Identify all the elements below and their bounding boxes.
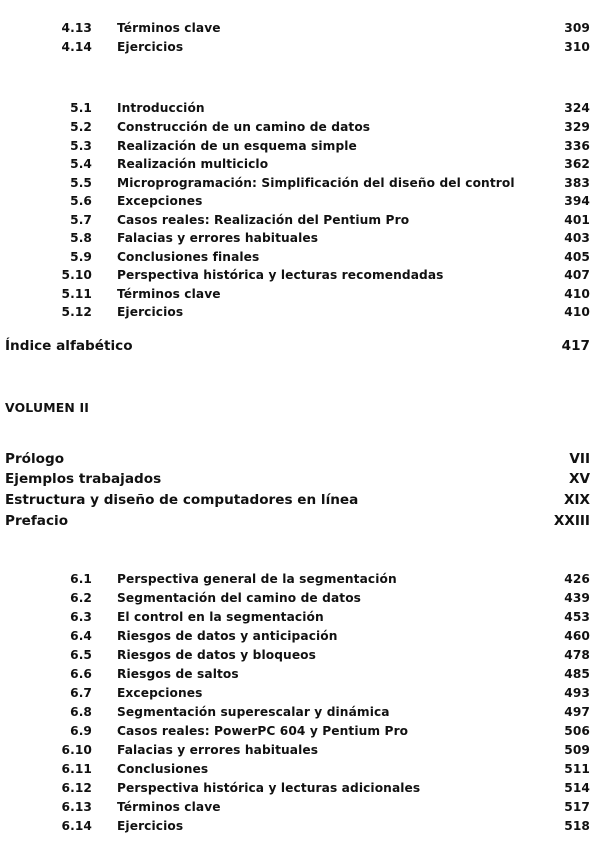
section-number: 6.4 <box>70 629 92 643</box>
page-number: 362 <box>564 157 590 171</box>
section-title: Términos clave <box>117 287 221 301</box>
section-number: 5.12 <box>61 305 92 319</box>
section-number: 5.7 <box>70 213 92 227</box>
section-number: 6.2 <box>70 591 92 605</box>
section-number: 6.7 <box>70 686 92 700</box>
section-number: 6.11 <box>61 762 92 776</box>
page-number: 403 <box>564 231 590 245</box>
section-title: Excepciones <box>117 686 203 700</box>
toc-entry <box>0 589 600 608</box>
toc-entry <box>0 646 600 665</box>
toc-entry <box>0 192 600 211</box>
section-number: 6.5 <box>70 648 92 662</box>
section-number: 5.11 <box>61 287 92 301</box>
section-number: 5.1 <box>70 101 92 115</box>
toc-entry <box>0 684 600 703</box>
section-title: Falacias y errores habituales <box>117 743 319 757</box>
section-title: Ejercicios <box>117 819 184 833</box>
toc-entry <box>0 229 600 248</box>
toc-entry-front-matter <box>0 510 600 532</box>
section-number: 4.13 <box>61 21 92 35</box>
toc-entry <box>0 665 600 684</box>
toc-entry <box>0 266 600 285</box>
section-number: 5.5 <box>70 176 92 190</box>
toc-entry <box>0 99 600 118</box>
section-title: Realización multiciclo <box>117 157 269 171</box>
page-number: XXIII <box>553 513 590 529</box>
section-number: 6.3 <box>70 610 92 624</box>
page-number: 426 <box>564 572 590 586</box>
page-number: 514 <box>564 781 590 795</box>
section-title: Términos clave <box>117 800 221 814</box>
section-title: Segmentación del camino de datos <box>117 591 362 605</box>
toc-entry-front-matter <box>0 468 600 490</box>
page-number: 383 <box>564 176 590 190</box>
page-number: 453 <box>564 610 590 624</box>
toc-entry <box>0 285 600 304</box>
page-number: 509 <box>564 743 590 757</box>
section-title: Perspectiva histórica y lecturas recomendadas <box>117 268 444 282</box>
toc-entry <box>0 627 600 646</box>
section-title: Perspectiva histórica y lecturas adicionales <box>117 781 421 795</box>
section-number: 4.14 <box>61 40 92 54</box>
section-title: Riesgos de datos y anticipación <box>117 629 338 643</box>
toc-entry <box>0 798 600 817</box>
toc-entry <box>0 155 600 174</box>
toc-entry <box>0 760 600 779</box>
section-title: Conclusiones finales <box>117 250 260 264</box>
toc-entry <box>0 211 600 230</box>
toc-entry <box>0 703 600 722</box>
page-number: 394 <box>564 194 590 208</box>
page-number: 407 <box>564 268 590 282</box>
page-number: 310 <box>564 40 590 54</box>
section-number: 5.10 <box>61 268 92 282</box>
section-number: 5.4 <box>70 157 92 171</box>
toc-entry <box>0 38 600 57</box>
toc-entry <box>0 137 600 156</box>
section-title: Segmentación superescalar y dinámica <box>117 705 390 719</box>
page-number: 485 <box>564 667 590 681</box>
toc-entry <box>0 741 600 760</box>
section-number: 5.8 <box>70 231 92 245</box>
section-title: Ejercicios <box>117 305 184 319</box>
section-number: 5.3 <box>70 139 92 153</box>
section-number: 6.9 <box>70 724 92 738</box>
front-matter-title: Estructura y diseño de computadores en línea <box>5 492 359 508</box>
toc-entry <box>0 174 600 193</box>
volume-heading: VOLUMEN II <box>5 400 90 415</box>
page-number: 336 <box>564 139 590 153</box>
section-number: 6.14 <box>61 819 92 833</box>
page-number: 401 <box>564 213 590 227</box>
page-number: 497 <box>564 705 590 719</box>
section-number: 5.9 <box>70 250 92 264</box>
page-number: 511 <box>564 762 590 776</box>
section-title: Perspectiva general de la segmentación <box>117 572 397 586</box>
front-matter-title: Prólogo <box>5 451 65 467</box>
section-title: Riesgos de saltos <box>117 667 239 681</box>
page-number: VII <box>569 451 590 467</box>
toc-entry <box>0 19 600 38</box>
section-number: 6.8 <box>70 705 92 719</box>
section-title: Microprogramación: Simplificación del diseño del control <box>117 176 515 190</box>
page-number: 460 <box>564 629 590 643</box>
page-number: 329 <box>564 120 590 134</box>
toc-entry <box>0 779 600 798</box>
page-number: 517 <box>564 800 590 814</box>
section-title: Ejercicios <box>117 40 184 54</box>
toc-entry <box>0 817 600 836</box>
toc-entry <box>0 118 600 137</box>
section-number: 6.6 <box>70 667 92 681</box>
section-number: 5.2 <box>70 120 92 134</box>
page-number: 309 <box>564 21 590 35</box>
section-title: Riesgos de datos y bloqueos <box>117 648 317 662</box>
toc-entry <box>0 608 600 627</box>
toc-entry <box>0 722 600 741</box>
section-title: Casos reales: PowerPC 604 y Pentium Pro <box>117 724 409 738</box>
front-matter-title: Ejemplos trabajados <box>5 471 162 487</box>
section-title: Falacias y errores habituales <box>117 231 319 245</box>
page-number: 478 <box>564 648 590 662</box>
section-title: El control en la segmentación <box>117 610 324 624</box>
section-number: 6.10 <box>61 743 92 757</box>
section-title: Conclusiones <box>117 762 209 776</box>
toc-entry <box>0 570 600 589</box>
toc-entry <box>0 248 600 267</box>
page-number: 439 <box>564 591 590 605</box>
toc-entry-index <box>0 335 600 357</box>
section-number: 6.1 <box>70 572 92 586</box>
section-number: 6.13 <box>61 800 92 814</box>
section-number: 6.12 <box>61 781 92 795</box>
front-matter-title: Prefacio <box>5 513 69 529</box>
section-title: Realización de un esquema simple <box>117 139 357 153</box>
section-number: 5.6 <box>70 194 92 208</box>
toc-entry-front-matter <box>0 448 600 470</box>
section-title: Introducción <box>117 101 205 115</box>
section-title: Construcción de un camino de datos <box>117 120 371 134</box>
page-number: 410 <box>564 287 590 301</box>
page-number: 410 <box>564 305 590 319</box>
section-title: Términos clave <box>117 21 221 35</box>
page-number: 493 <box>564 686 590 700</box>
section-title: Casos reales: Realización del Pentium Pro <box>117 213 410 227</box>
page-number: 405 <box>564 250 590 264</box>
toc-entry <box>0 303 600 322</box>
page-number: 417 <box>561 338 590 354</box>
page-number: 324 <box>564 101 590 115</box>
page-number: XV <box>568 471 590 487</box>
toc-entry-front-matter <box>0 489 600 511</box>
page-number: 506 <box>564 724 590 738</box>
page-number: 518 <box>564 819 590 833</box>
page-number: XIX <box>563 492 590 508</box>
section-title: Excepciones <box>117 194 203 208</box>
index-title: Índice alfabético <box>5 338 133 354</box>
